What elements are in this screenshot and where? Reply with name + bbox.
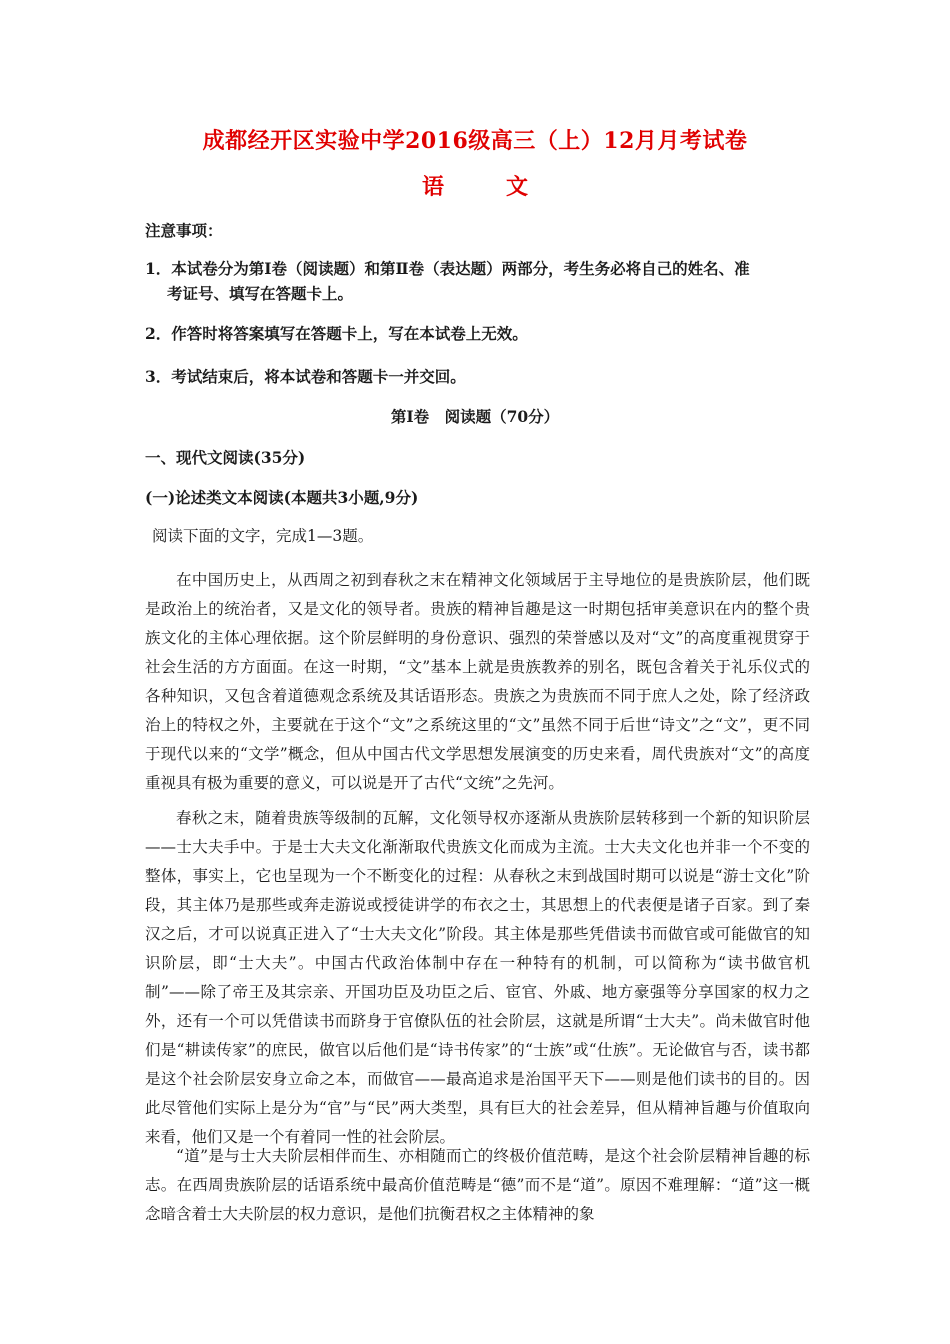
note-item-3: 3．考试结束后，将本试卷和答题卡一并交回。 — [145, 367, 466, 386]
note-item-1-line1: 1．本试卷分为第Ⅰ卷（阅读题）和第Ⅱ卷（表达题）两部分，考生务必将自己的姓名、准 — [145, 259, 750, 278]
subsection-heading: (一)论述类文本阅读(本题共3小题,9分) — [145, 488, 419, 507]
passage-paragraph-3: “道”是与士大夫阶层相伴而生、亦相随而亡的终极价值范畴，是这个社会阶层精神旨趣的标志。在西周贵族阶层的话语系统中最高价值范畴是“德”而不是“道”。原因不难理解：“道”这一概念暗含着士大夫阶层的权力意识，是他们抗衡君权之主体精神的象 — [145, 1147, 810, 1223]
note-item-1-line2: 考证号、填写在答题卡上。 — [167, 284, 354, 303]
notes-heading: 注意事项： — [145, 221, 223, 240]
passage-paragraph-1: 在中国历史上，从西周之初到春秋之末在精神文化领域居于主导地位的是贵族阶层，他们既是政治上的统治者，又是文化的领导者。贵族的精神旨趣是这一时期包括审美意识在内的整个贵族文化的主体心理依据。这个阶层鲜明的身份意识、强烈的荣誉感以及对“文”的高度重视贯穿于社会生活的方方面面。在这一时期，“文”基本上就是贵族教养的别名，既包含着关于礼乐仪式的各种知识，又包含着道德观念系统及其话语形态。贵族之为贵族而不同于庶人之处，除了经济政治上的特权之外，主要就在于这个“文”之系统这里的“文”虽然不同于后世“诗文”之“文”，更不同于现代以来的“文学”概念，但从中国古代文学思想发展演变的历史来看，周代贵族对“文”的高度重视具有极为重要的意义，可以说是开了古代“文统”之先河。 — [145, 571, 810, 792]
subject-title: 语 文 — [421, 174, 548, 200]
section-heading: 一、现代文阅读(35分) — [145, 448, 306, 467]
reading-instruction: 阅读下面的文字，完成1—3题。 — [152, 527, 374, 545]
note-item-2: 2．作答时将答案填写在答题卡上，写在本试卷上无效。 — [145, 324, 528, 343]
exam-title: 成都经开区实验中学2016级高三（上）12月月考试卷 — [202, 128, 748, 154]
passage-paragraph-2: 春秋之末，随着贵族等级制的瓦解，文化领导权亦逐渐从贵族阶层转移到一个新的知识阶层——士大夫手中。于是士大夫文化渐渐取代贵族文化而成为主流。士大夫文化也并非一个不变的整体，事实上，它也呈现为一个不断变化的过程：从春秋之末到战国时期可以说是“游士文化”阶段，其主体乃是那些或奔走游说或授徒讲学的布衣之士，其思想上的代表便是诸子百家。到了秦汉之后，才可以说真正进入了“士大夫文化”阶段。其主体是那些凭借读书而做官或可能做官的知识阶层，即“士大夫”。中国古代政治体制中存在一种特有的机制，可以简称为“读书做官机制”——除了帝王及其宗亲、开国功臣及功臣之后、宦官、外戚、地方豪强等分享国家的权力之外，还有一个可以凭借读书而跻身于官僚队伍的社会阶层，这就是所谓“士大夫”。尚未做官时他们是“耕读传家”的庶民，做官以后他们是“诗书传家”的“士族”或“仕族”。无论做官与否，读书都是这个社会阶层安身立命之本，而做官——最高追求是治国平天下——则是他们读书的目的。因此尽管他们实际上是分为“官”与“民”两大类型，具有巨大的社会差异，但从精神旨趣与价值取向来看，他们又是一个有着同一性的社会阶层。 — [145, 809, 810, 1146]
volume-heading: 第Ⅰ卷 阅读题（70分） — [390, 407, 560, 426]
note-item-1 — [145, 256, 810, 306]
